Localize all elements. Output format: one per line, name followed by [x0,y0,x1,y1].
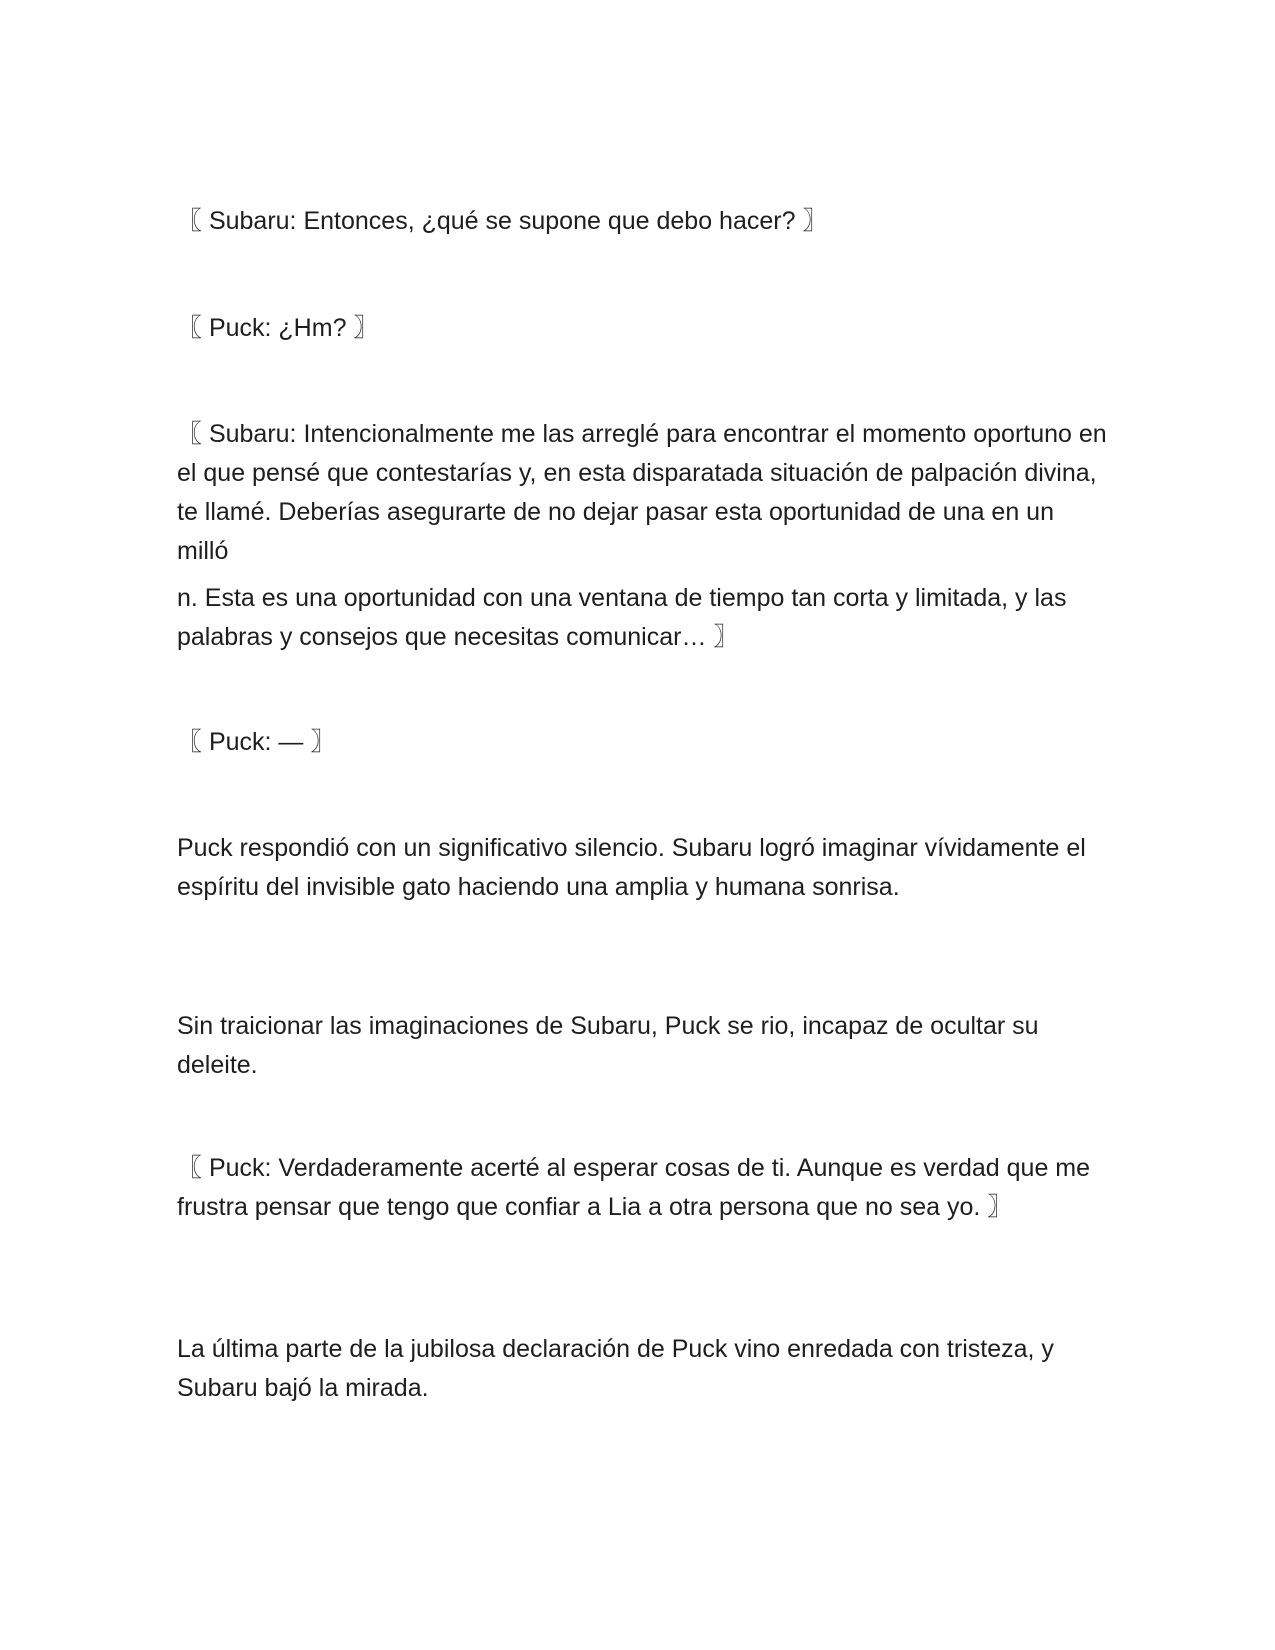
paragraph-2: 〖 Puck: ¿Hm? 〗 [177,314,379,342]
paragraph-6: Puck respondió con un significativo silencio. Subaru logró imaginar vívidamente el espíritu del invisible gato haciendo una amplia y humana sonrisa. [177,834,1093,901]
paragraph-5: 〖 Puck: — 〗 [177,728,336,756]
paragraph-3: 〖 Subaru: Intencionalmente me las arreglé para encontrar el momento oportuno en el que pensé que contestarías y, en esta disparatada situación de palpación divina, te llamé. Deberías asegurarte de no dejar pasar esta oportunidad de una en un milló [177,420,1114,565]
paragraph-1: 〖 Subaru: Entonces, ¿qué se supone que debo hacer? 〗 [177,207,828,235]
paragraph-8: 〖 Puck: Verdaderamente acerté al esperar cosas de ti. Aunque es verdad que me frustra pensar que tengo que confiar a Lia a otra persona que no sea yo. 〗 [177,1154,1097,1221]
paragraph-4: n. Esta es una oportunidad con una ventana de tiempo tan corta y limitada, y las palabras y consejos que necesitas comunicar… 〗 [177,584,1074,651]
paragraph-9: La última parte de la jubilosa declaración de Puck vino enredada con tristeza, y Subaru bajó la mirada. [177,1335,1061,1402]
paragraph-7: Sin traicionar las imaginaciones de Subaru, Puck se rio, incapaz de ocultar su deleite. [177,1012,1046,1079]
